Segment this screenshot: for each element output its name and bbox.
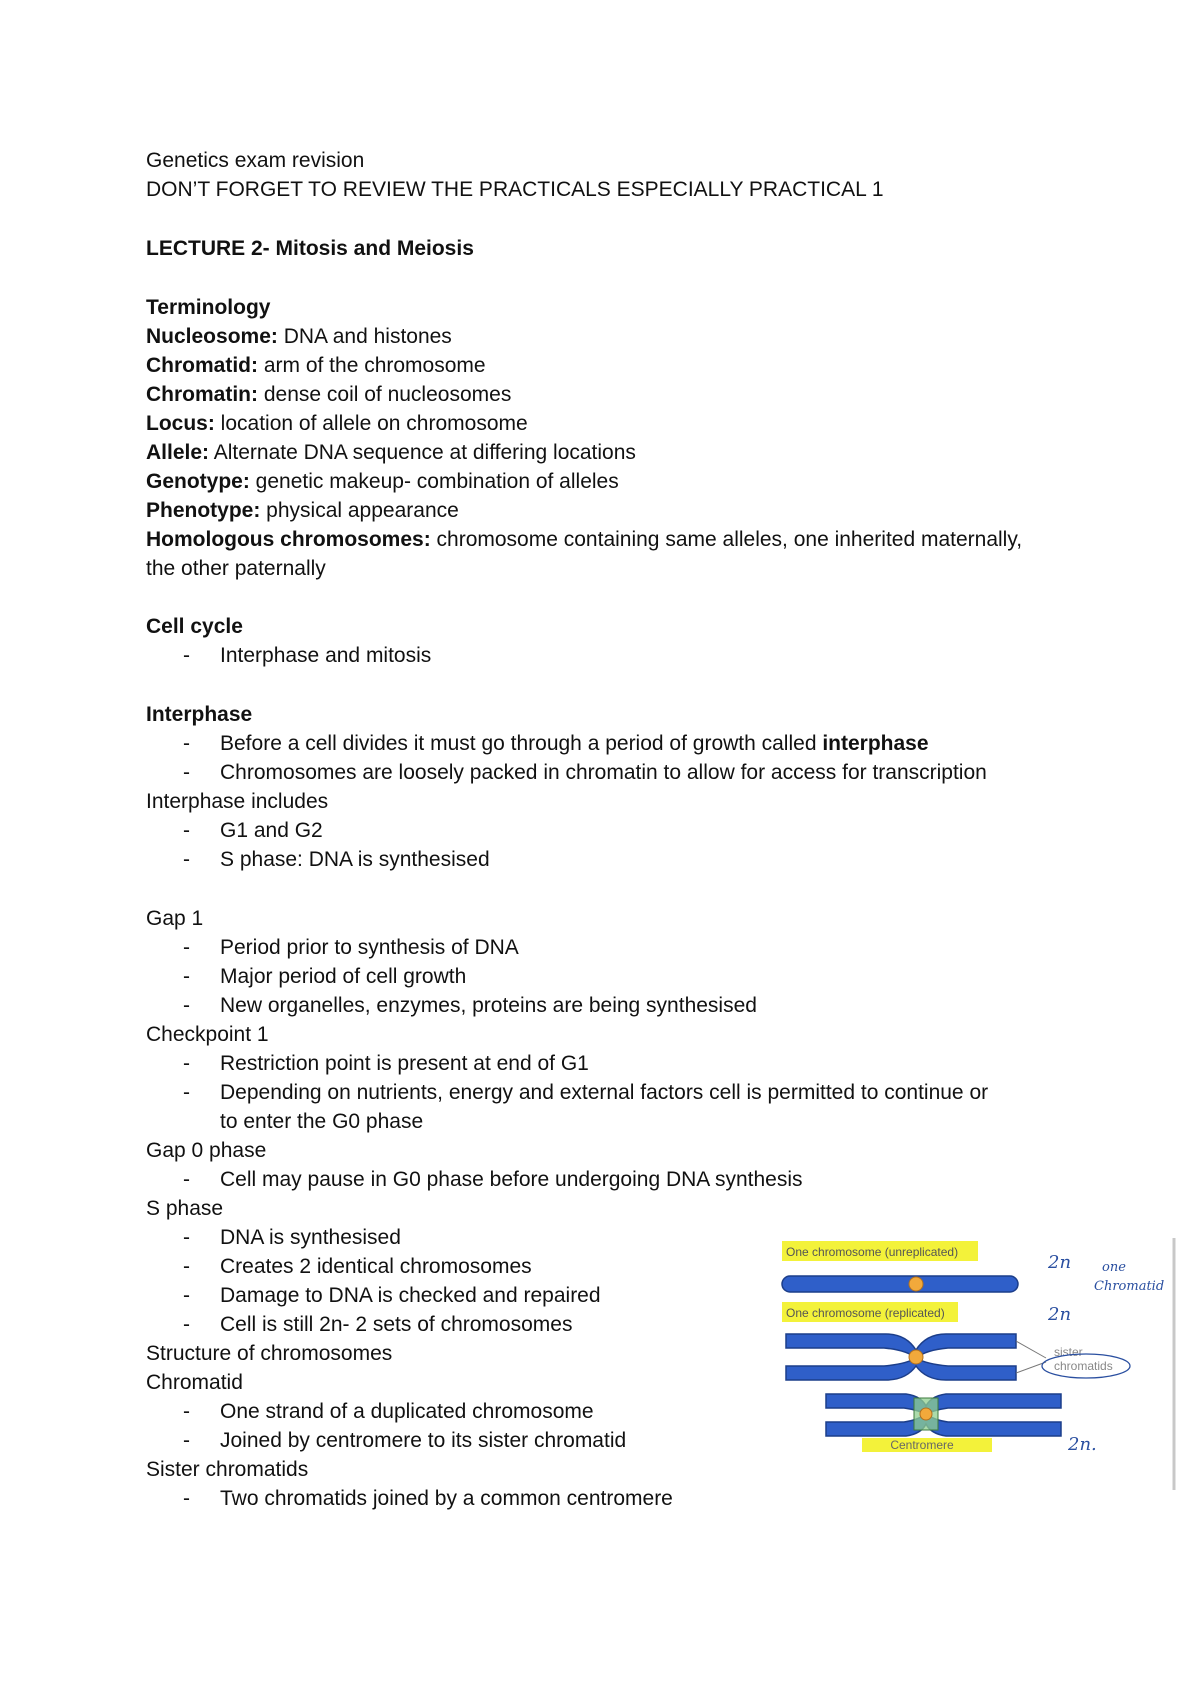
label-replicated: One chromosome (replicated) bbox=[786, 1306, 945, 1320]
term-allele: Allele: Alternate DNA sequence at differing locations bbox=[146, 441, 636, 464]
note-one: one bbox=[1102, 1260, 1126, 1275]
list-item: - Period prior to synthesis of DNA bbox=[183, 936, 519, 959]
checkpoint1-heading: Checkpoint 1 bbox=[146, 1023, 269, 1046]
note-2n: 2n bbox=[1048, 1252, 1072, 1273]
gap0-heading: Gap 0 phase bbox=[146, 1139, 267, 1162]
terminology-heading: Terminology bbox=[146, 296, 271, 319]
term-homologous: Homologous chromosomes: chromosome containing same alleles, one inherited maternally, bbox=[146, 528, 1023, 551]
list-item: - Cell may pause in G0 phase before undergoing DNA synthesis bbox=[183, 1168, 803, 1191]
label-centromere: Centromere bbox=[890, 1438, 954, 1452]
list-item: - Before a cell divides it must go through a period of growth called interphase bbox=[183, 732, 929, 755]
label-chromatids: chromatids bbox=[1054, 1359, 1113, 1373]
note-2n: 2n. bbox=[1068, 1434, 1097, 1455]
term-chromatin: Chromatin: dense coil of nucleosomes bbox=[146, 383, 512, 406]
term-phenotype: Phenotype: physical appearance bbox=[146, 499, 459, 522]
label-unreplicated: One chromosome (unreplicated) bbox=[786, 1245, 959, 1259]
term-chromatid: Chromatid: arm of the chromosome bbox=[146, 354, 486, 377]
pointer-line bbox=[1016, 1362, 1046, 1373]
list-item: - S phase: DNA is synthesised bbox=[183, 848, 490, 871]
cell-cycle-heading: Cell cycle bbox=[146, 615, 243, 638]
chromatid-bottom bbox=[786, 1358, 1016, 1380]
interphase-includes: Interphase includes bbox=[146, 790, 329, 813]
term-nucleosome: Nucleosome: DNA and histones bbox=[146, 325, 452, 348]
term-genotype: Genotype: genetic makeup- combination of alleles bbox=[146, 470, 619, 493]
centromere-dot bbox=[920, 1408, 932, 1420]
interphase-heading: Interphase bbox=[146, 703, 253, 726]
label-sister: sister bbox=[1054, 1345, 1083, 1359]
centromere-dot bbox=[909, 1277, 923, 1291]
chromatid-top bbox=[826, 1394, 1061, 1414]
list-item: - Depending on nutrients, energy and external factors cell is permitted to continue or bbox=[183, 1081, 989, 1104]
lecture-heading: LECTURE 2- Mitosis and Meiosis bbox=[146, 237, 474, 260]
list-item: - Restriction point is present at end of G1 bbox=[183, 1052, 589, 1075]
chromosome-figure bbox=[776, 1238, 1186, 1490]
list-item: - Two chromatids joined by a common centromere bbox=[183, 1487, 673, 1510]
pointer-line bbox=[1016, 1341, 1046, 1358]
centromere-dot bbox=[909, 1350, 923, 1364]
practical-reminder: DON’T FORGET TO REVIEW THE PRACTICALS ESPECIALLY PRACTICAL 1 bbox=[146, 178, 884, 201]
list-item: - Joined by centromere to its sister chromatid bbox=[183, 1429, 627, 1452]
note-chromatid: Chromatid bbox=[1094, 1279, 1165, 1294]
list-item: - Major period of cell growth bbox=[183, 965, 467, 988]
list-item: - Creates 2 identical chromosomes bbox=[183, 1255, 532, 1278]
term-locus: Locus: location of allele on chromosome bbox=[146, 412, 528, 435]
list-item: - One strand of a duplicated chromosome bbox=[183, 1400, 594, 1423]
chromosome-unreplicated bbox=[782, 1276, 1018, 1292]
gap1-heading: Gap 1 bbox=[146, 907, 204, 930]
term-homologous-cont: the other paternally bbox=[146, 557, 326, 580]
sphase-heading: S phase bbox=[146, 1197, 224, 1220]
list-item-continuation: to enter the G0 phase bbox=[220, 1110, 424, 1133]
list-item: - Damage to DNA is checked and repaired bbox=[183, 1284, 601, 1307]
note-2n: 2n bbox=[1048, 1304, 1072, 1325]
chromatid-bottom bbox=[826, 1414, 1061, 1436]
chromatid-top bbox=[786, 1334, 1016, 1358]
document-title: Genetics exam revision bbox=[146, 149, 365, 172]
list-item: - New organelles, enzymes, proteins are being synthesised bbox=[183, 994, 757, 1017]
list-item: - Cell is still 2n- 2 sets of chromosomes bbox=[183, 1313, 573, 1336]
list-item: - G1 and G2 bbox=[183, 819, 323, 842]
sister-heading: Sister chromatids bbox=[146, 1458, 309, 1481]
list-item: - DNA is synthesised bbox=[183, 1226, 401, 1249]
list-item: - Chromosomes are loosely packed in chromatin to allow for access for transcription bbox=[183, 761, 987, 784]
list-item: - Interphase and mitosis bbox=[183, 644, 432, 667]
chromatid-heading: Chromatid bbox=[146, 1371, 243, 1394]
structure-heading: Structure of chromosomes bbox=[146, 1342, 393, 1365]
